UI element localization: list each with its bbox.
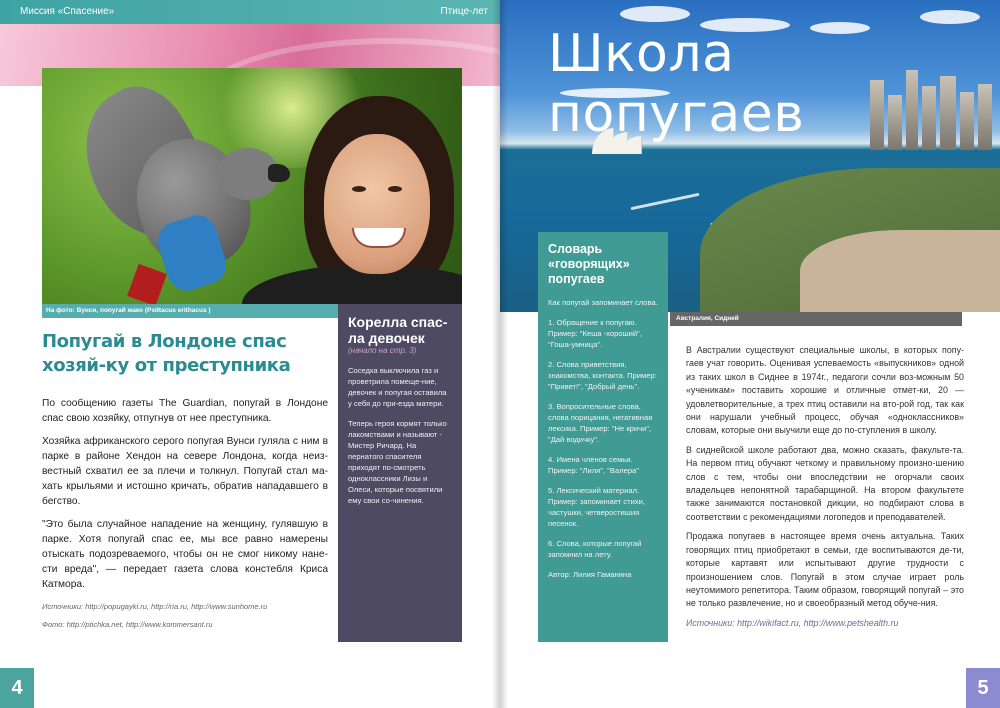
article-paragraph: В Австралии существуют специальные школы, в которых попу-гаев учат говорить. Оценивая успеваемость «выпускников» одной из таких школ в Сиднее в 1974г., педагоги сочли воз-можным 50 «ученикам» поставить хорошие и отличные отмет-ки, 20 — удовлетворительные, а трех птиц оставили на вто-рой год, так как они нарушали учебный процесс, обучая «одноклассников» словам, которые они выучили еще до по-ступления в школу. <box>686 345 964 436</box>
vocabulary-item: 5. Лексический материал. Пример: запоминает стихи, частушки, четверостишия песенок. <box>548 486 645 528</box>
photo-caption: На фото: Вунси, попугай жако (Psittacus erithacus ) <box>46 307 211 314</box>
vocabulary-author: Автор: Лилия Гаманина <box>548 570 632 579</box>
article-paragraph: "Это была случайное нападение на женщину, гулявшую в парке. Хотя попугай спас ее, мы все равно намерены отыскать подозреваемого, чтобы он не смог никому нане-сти вреда", — передает газета слова констебля Криса Катмора. <box>42 519 328 590</box>
article-body <box>42 396 328 600</box>
vocabulary-sidebar <box>538 232 668 642</box>
sidebar-paragraph: Теперь героя кормят только лакомствами и называют - Мистер Ричард. На пернатого спасителя приходят по-смотреть одноклассники Лизы и Олеси, которые посвятили ему свои со-чинения. <box>348 419 447 505</box>
section-name: Миссия «Спасение» <box>20 6 115 17</box>
sidebar-paragraph: Соседка выключила газ и проветрила помеще-ние, девочек и попугая оставила у себя до при-езда матери. <box>348 366 447 408</box>
article-body <box>686 344 964 636</box>
page-title: Школа попугаев <box>548 24 805 144</box>
sidebar-story <box>338 304 462 642</box>
vocabulary-item: 4. Имена членов семьи. Пример: "Лиля", "Валера" <box>548 455 639 475</box>
photo-credits-line: Фото: http://ptichka.net, http://www.kommersant.ru <box>42 620 213 629</box>
article-paragraph: Хозяйка африканского серого попугая Вунси гуляла с ним в парке в районе Хендон на севере Лондона, когда неиз-вестный схватил ее за плечи и толкнул. Попугай стал ма-хать крыльями и истошно кричать, обратив нападавшего в бегство. <box>42 436 328 507</box>
vocabulary-title: Словарь «говорящих» попугаев <box>548 242 630 286</box>
section-header-bar <box>0 0 500 24</box>
sidebar-subtitle: (начало на стр. 3) <box>348 346 417 355</box>
article-paragraph: Продажа попугаев в настоящее время очень актуальна. Таких говорящих птиц приобретают в семьи, где воспитываются де-ти, которые картавят или испытывают другие трудности с произношением слов. Попугай в этом случае играет роль неутомимого репетитора. Таким образом, говорящий попугай – это не только развлечение, но и своеобразный метод обуче-ния. <box>686 531 964 609</box>
right-page <box>500 0 1000 708</box>
sources-line: Источники: http://wikifact.ru, http://www.petshealth.ru <box>686 617 899 628</box>
photo-caption: Австралия, Сидней <box>670 312 962 326</box>
woman-with-parrot-photo <box>42 68 462 304</box>
section-name-right: Птице-лет <box>440 6 488 17</box>
page-number-left: 4 <box>0 668 34 708</box>
book-spine-shadow <box>492 0 508 708</box>
article-paragraph: По сообщению газеты The Guardian, попугай в Лондоне спас свою хозяйку, отпугнув от нее преступника. <box>42 398 328 424</box>
vocabulary-item: 1. Обращение к попугаю. Пример: "Кеша -хороший", "Гоша-умница". <box>548 318 642 349</box>
article-paragraph: В сиднейской школе работают два, можно сказать, факульте-та. На первом птиц обучают четкому и правильному произно-шению слов с тем, чтобы они впоследствии не огорчали своих владельцев непонятной тарабарщиной. На втором факультете также занимаются постановкой дикции, но подбирают слова в соответствии с рекомендациями логопедов и преподавателей. <box>686 444 964 522</box>
vocabulary-item: 2. Слова приветствия, знакомства, контакта. Пример: "Привет!", "Добрый день". <box>548 360 657 391</box>
vocabulary-item: 6. Слова, которые попугай запомнил на лету. <box>548 539 642 559</box>
article-headline: Попугай в Лондоне спас хозяй-ку от преступника <box>42 331 291 376</box>
vocabulary-item: 3. Вопросительные слова, слова порицания, негативная лексика. Пример: "Не кричи", "Дай водичку". <box>548 402 653 444</box>
page-number-right: 5 <box>966 668 1000 708</box>
sidebar-title: Корелла спас-ла девочек <box>348 314 448 346</box>
vocabulary-item: Как попугай запоминает слова. <box>548 298 658 307</box>
sources-block <box>42 602 328 638</box>
sources-line: Источники: http://popugayki.ru, http://ria.ru, http://www.sunhome.ru <box>42 602 268 611</box>
